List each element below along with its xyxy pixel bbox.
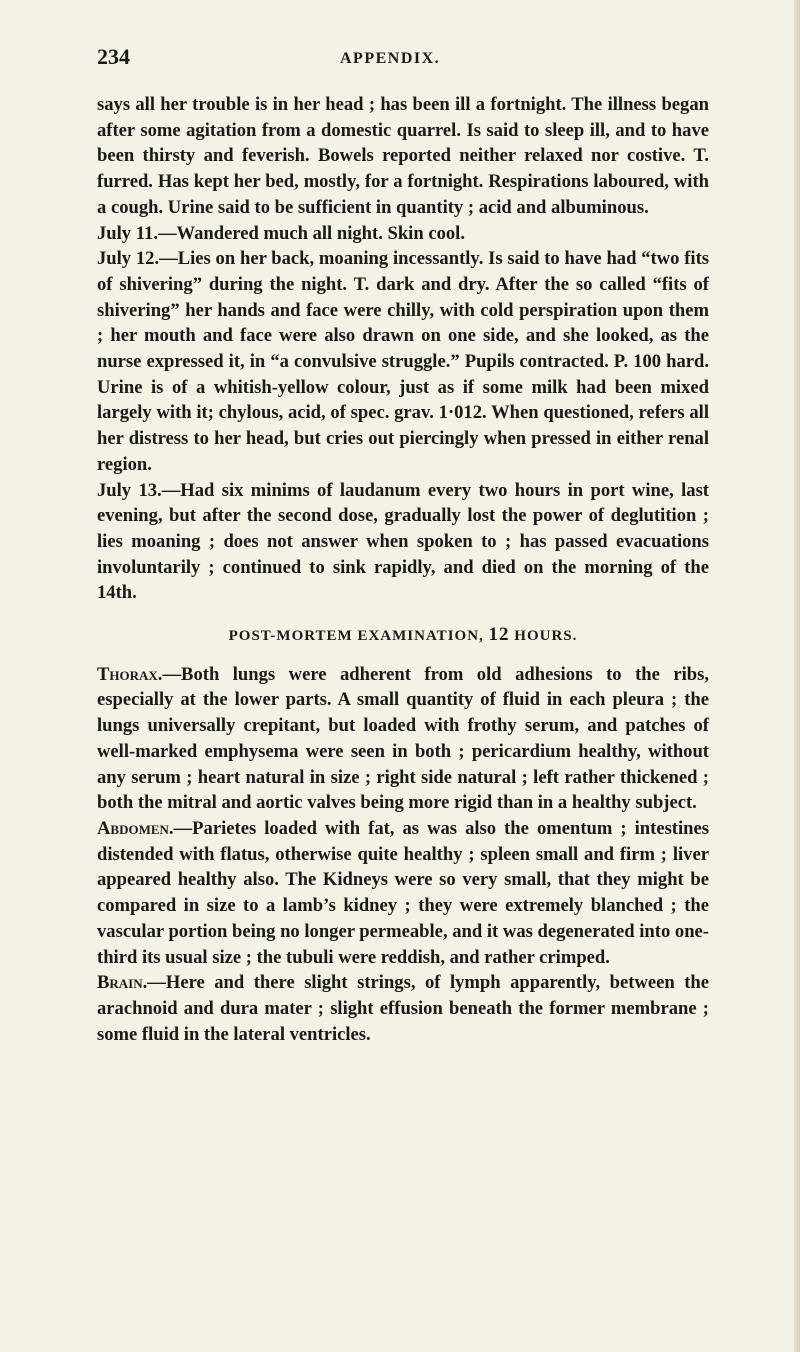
thorax-text: —Both lungs were adherent from old adhesions to the ribs, especially at the lower parts. A small quantity of fluid in each pleura ; the lungs universally crepitant, but loaded with frothy serum, and patches of well-marked emphysema were seen in both ; pericardium healthy, without any serum ; heart natural in size ; right side natural ; left rather thickened ; both the mitral and aortic valves being more rigid than in a healthy subject.: [97, 663, 709, 814]
paragraph-brain: [97, 970, 709, 1047]
body-text: [97, 92, 709, 1047]
thorax-label: Thorax.: [97, 663, 163, 685]
page-header: [0, 44, 800, 80]
paragraph-case-history: says all her trouble is in her head ; has been ill a fortnight. The illness began after some agitation from a domestic quarrel. Is said to sleep ill, and to have been thirsty and feverish. Bowels reported neither relaxed nor costive. T. furred. Has kept her bed, mostly, for a fortnight. Respirations laboured, with a cough. Urine said to be sufficient in quantity ; acid and albuminous.: [97, 94, 709, 218]
section-heading: [97, 622, 709, 650]
section-heading-text: POST-MORTEM EXAMINATION,: [228, 628, 484, 645]
running-head: APPENDIX.: [340, 50, 441, 67]
paragraph-july-13: July 13.—Had six minims of laudanum every two hours in port wine, last evening, but after the second dose, gradually lost the power of deglutition ; lies moaning ; does not answer when spoken to ; has passed evacuations involuntarily ; continued to sink rapidly, and died on the morning of the 14th.: [97, 479, 709, 604]
abdomen-label: Abdomen.: [97, 817, 174, 839]
paragraph-july-11: July 11.—Wandered much all night. Skin cool.: [97, 222, 465, 244]
abdomen-text: —Parietes loaded with fat, as was also the omentum ; intestines distended with flatus, otherwise quite healthy ; spleen small and firm ; liver appeared healthy also. The Kidneys were so very small, that they might be compared in size to a lamb’s kidney ; they were extremely blanched ; the vascular portion being no longer permeable, and it was degenerated into one-third its usual size ; the tubuli were reddish, and rather crimped.: [97, 817, 709, 968]
brain-text: —Here and there slight strings, of lymph apparently, between the arachnoid and dura mater ; slight effusion beneath the former membrane ; some fluid in the lateral ventricles.: [97, 972, 709, 1045]
paragraph-july-12: July 12.—Lies on her back, moaning incessantly. Is said to have had “two fits of shivering” during the night. T. dark and dry. After the so called “fits of shivering” her hands and face were chilly, with cold perspiration upon them ; her mouth and face were also drawn on one side, and she looked, as the nurse expressed it, in “a convulsive struggle.” Pupils contracted. P. 100 hard. Urine is of a whitish-yellow colour, just as if some milk had been mixed largely with it; chylous, acid, of spec. grav. 1·012. When questioned, refers all her distress to her head, but cries out piercingly when pressed in either renal region.: [97, 248, 709, 475]
section-heading-number: 12: [488, 624, 510, 646]
section-heading-unit: HOURS.: [514, 628, 578, 645]
paragraph-thorax: [97, 662, 709, 816]
page-edge: [794, 0, 800, 1352]
brain-label: Brain.: [97, 972, 148, 994]
page-number: 234: [97, 44, 130, 69]
paragraph-abdomen: [97, 816, 709, 970]
